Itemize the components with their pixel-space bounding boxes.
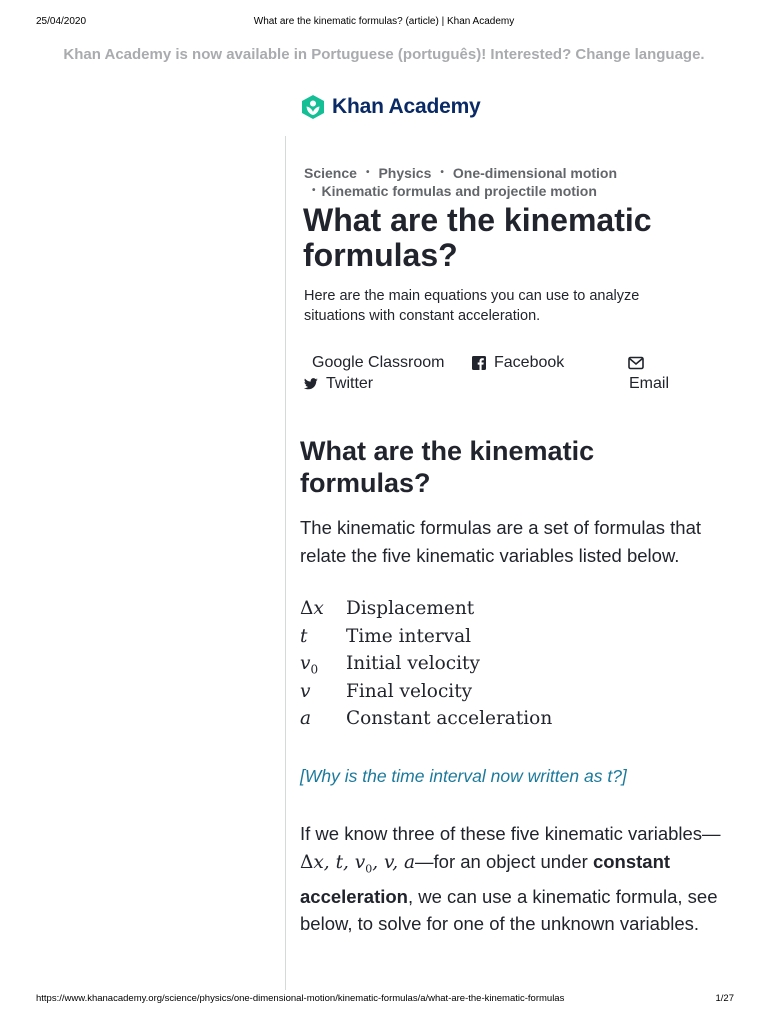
intro-paragraph: The kinematic formulas are a set of formulas that relate the five kinematic variables listed below. (300, 517, 702, 566)
email-icon (628, 356, 644, 370)
variable-row (300, 598, 720, 626)
section-heading: What are the kinematic formulas? (300, 436, 595, 498)
breadcrumb-separator: • (365, 167, 370, 178)
facebook-icon (472, 356, 486, 370)
kinematic-variables-paragraph (300, 820, 730, 938)
logo-text: Khan Academy (332, 95, 481, 118)
variable-name: Initial velocity (346, 653, 480, 674)
share-facebook-button[interactable] (472, 354, 564, 372)
paragraph-text: If we know three of these five kinematic variables— (300, 823, 721, 844)
variable-symbol-acceleration: a (300, 708, 312, 729)
constant-acceleration-bold: constant acceleration (300, 850, 671, 907)
print-date: 25/04/2020 (36, 16, 87, 27)
variable-row (300, 626, 720, 654)
khan-academy-leaf-icon (300, 94, 326, 120)
article-description: Here are the main equations you can use to analyze situations with constant acceleration. (304, 288, 640, 324)
variable-symbol-initial-velocity: $v_0$ (300, 653, 319, 677)
share-email-label[interactable]: Email (629, 375, 670, 392)
share-bar (304, 354, 724, 400)
share-google-classroom-button[interactable] (312, 354, 445, 372)
breadcrumb (304, 164, 744, 200)
variable-row (300, 681, 720, 709)
print-footer (0, 993, 768, 1007)
variables-list (300, 598, 720, 736)
breadcrumb-item-kinematic-formulas[interactable]: Kinematic formulas and projectile motion (321, 183, 597, 199)
share-facebook-label: Facebook (494, 354, 565, 371)
variable-row (300, 708, 720, 736)
share-google-classroom-label: Google Classroom (312, 354, 445, 371)
page-title: What are the kinematic formulas? (303, 202, 652, 273)
print-header (0, 16, 768, 32)
language-banner[interactable]: Khan Academy is now available in Portuguese (português)! Interested? Change language. (63, 46, 705, 63)
print-page-number: 1/27 (715, 993, 734, 1004)
print-url: https://www.khanacademy.org/science/physics/one-dimensional-motion/kinematic-formulas/a/what-are-the-kinematic-formulas (36, 993, 565, 1004)
variable-symbol-time: t (300, 625, 308, 647)
variable-name: Displacement (346, 598, 475, 619)
breadcrumb-separator: • (440, 167, 444, 178)
variable-symbol-final-velocity: v (300, 680, 311, 702)
print-title: What are the kinematic formulas? (article) | Khan Academy (253, 16, 515, 27)
content-divider (285, 136, 286, 990)
paragraph-text: —for an object under (415, 850, 593, 872)
khan-academy-logo[interactable] (300, 94, 481, 120)
why-time-interval-link[interactable]: [Why is the time interval now written as t?] (300, 766, 627, 786)
share-twitter-button[interactable] (304, 375, 373, 393)
share-twitter-label: Twitter (326, 375, 374, 392)
variables-math: Δx, t, $v_0$, v, a (300, 851, 416, 876)
breadcrumb-item-physics[interactable]: Physics (378, 165, 432, 181)
breadcrumb-item-one-dimensional-motion[interactable]: One-dimensional motion (452, 165, 618, 181)
twitter-icon (304, 377, 318, 391)
share-email-button[interactable] (628, 356, 644, 375)
breadcrumb-separator: • (312, 185, 316, 196)
variable-name: Final velocity (346, 680, 473, 702)
variable-symbol-displacement: Δx (300, 598, 324, 619)
variable-name: Constant acceleration (346, 708, 553, 729)
variable-row (300, 653, 720, 681)
paragraph-text: , we can use a kinematic formula, see below, to solve for one of the unknown variables. (300, 885, 718, 935)
breadcrumb-item-science[interactable]: Science (304, 165, 357, 181)
variable-name: Time interval (346, 625, 472, 647)
